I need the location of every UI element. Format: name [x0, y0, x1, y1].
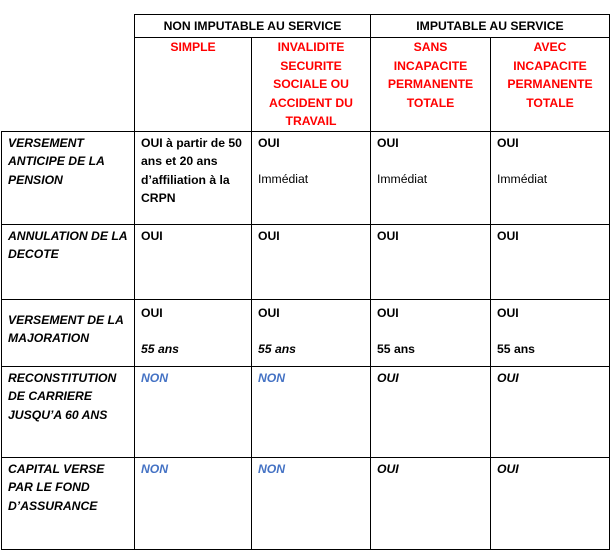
- cell-simple: [135, 131, 252, 224]
- group-non-imputable: NON IMPUTABLE AU SERVICE: [135, 15, 371, 38]
- cell-simple: [135, 299, 252, 366]
- cell-sans: OUI: [371, 366, 491, 457]
- col-avec-incapacite: AVEC INCAPACITE PERMANENTE TOTALE: [491, 38, 610, 132]
- cell-value: OUI: [258, 305, 280, 320]
- cell-invalidite: NON: [252, 457, 371, 549]
- cell-note: Immédiat: [377, 172, 428, 186]
- cell-avec: [491, 131, 610, 224]
- cell-simple: NON: [135, 366, 252, 457]
- cell-note: 55 ans: [497, 342, 535, 356]
- cell-value: OUI: [377, 305, 399, 320]
- col-simple: SIMPLE: [135, 38, 252, 132]
- col-sans-incapacite: SANS INCAPACITE PERMANENTE TOTALE: [371, 38, 491, 132]
- cell-value: OUI: [497, 305, 519, 320]
- cell-invalidite: [252, 299, 371, 366]
- row-label: RECONSTITUTION DE CARRIERE JUSQU’A 60 ANS: [2, 366, 135, 457]
- cell-note: 55 ans: [258, 342, 296, 356]
- table-row: [2, 224, 610, 299]
- table-row: [2, 131, 610, 224]
- cell-value: OUI à partir de 50 ans et 20 ans d’affiliation à la CRPN: [141, 135, 242, 205]
- cell-value: OUI: [258, 135, 280, 150]
- group-imputable: IMPUTABLE AU SERVICE: [371, 15, 610, 38]
- row-label: VERSEMENT DE LA MAJORATION: [2, 299, 135, 366]
- cell-value: OUI: [141, 305, 163, 320]
- cell-sans: OUI: [371, 224, 491, 299]
- cell-value: OUI: [497, 135, 519, 150]
- cell-invalidite: [252, 131, 371, 224]
- cell-simple: NON: [135, 457, 252, 549]
- corner-cell: [2, 15, 135, 132]
- table-row: [2, 299, 610, 366]
- cell-note: Immédiat: [497, 172, 548, 186]
- cell-avec: OUI: [491, 366, 610, 457]
- table-row: [2, 457, 610, 549]
- row-label: VERSEMENT ANTICIPE DE LA PENSION: [2, 131, 135, 224]
- cell-value: OUI: [377, 135, 399, 150]
- cell-sans: OUI: [371, 457, 491, 549]
- cell-invalidite: NON: [252, 366, 371, 457]
- row-label: ANNULATION DE LA DECOTE: [2, 224, 135, 299]
- cell-avec: [491, 299, 610, 366]
- table-row: [2, 366, 610, 457]
- retirement-comparison-table: [1, 14, 610, 550]
- cell-avec: OUI: [491, 457, 610, 549]
- row-label: CAPITAL VERSE PAR LE FOND D’ASSURANCE: [2, 457, 135, 549]
- cell-sans: [371, 299, 491, 366]
- cell-avec: OUI: [491, 224, 610, 299]
- cell-simple: OUI: [135, 224, 252, 299]
- cell-invalidite: OUI: [252, 224, 371, 299]
- cell-sans: [371, 131, 491, 224]
- cell-note: Immédiat: [258, 172, 309, 186]
- col-invalidite: INVALIDITE SECURITE SOCIALE OU ACCIDENT DU TRAVAIL: [252, 38, 371, 132]
- cell-note: 55 ans: [377, 342, 415, 356]
- cell-note: 55 ans: [141, 342, 179, 356]
- group-header-row: [2, 15, 610, 38]
